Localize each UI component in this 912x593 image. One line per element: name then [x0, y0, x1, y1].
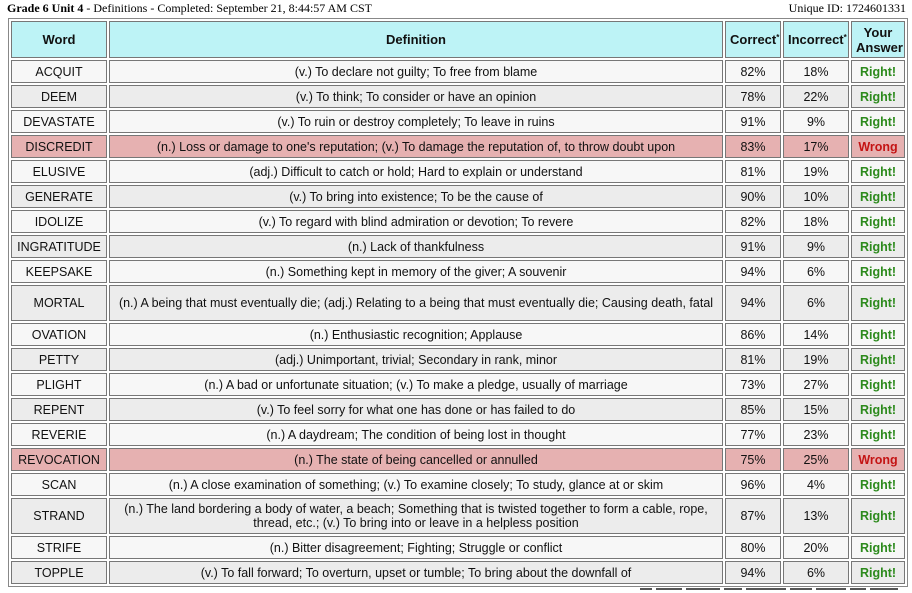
word-cell: IDOLIZE — [11, 210, 107, 233]
definition-cell: (v.) To fall forward; To overturn, upset or tumble; To bring about the downfall of — [109, 561, 723, 584]
word-cell: SCAN — [11, 473, 107, 496]
col-header-answer-line1: Your — [863, 24, 893, 40]
definition-cell: (v.) To ruin or destroy completely; To leave in ruins — [109, 110, 723, 133]
definition-cell: (n.) A daydream; The condition of being lost in thought — [109, 423, 723, 446]
answer-result-cell: Right! — [851, 210, 905, 233]
answer-result-cell: Right! — [851, 85, 905, 108]
incorrect-percent-cell: 6% — [783, 561, 849, 584]
results-table — [8, 18, 908, 587]
incorrect-percent-cell: 23% — [783, 423, 849, 446]
table-row — [11, 448, 905, 471]
word-cell: OVATION — [11, 323, 107, 346]
word-cell: PETTY — [11, 348, 107, 371]
word-cell: MORTAL — [11, 285, 107, 321]
definition-cell: (n.) The land bordering a body of water, a beach; Something that is twisted together to form a cable, rope, thread, etc.; (v.) To bring into or leave in a helpless position — [109, 498, 723, 534]
incorrect-percent-cell: 18% — [783, 60, 849, 83]
answer-result-cell: Right! — [851, 260, 905, 283]
correct-percent-cell: 96% — [725, 473, 781, 496]
answer-result-cell: Right! — [851, 348, 905, 371]
table-row — [11, 423, 905, 446]
table-row — [11, 561, 905, 584]
table-row — [11, 348, 905, 371]
definition-cell: (v.) To regard with blind admiration or devotion; To revere — [109, 210, 723, 233]
table-row — [11, 235, 905, 258]
answer-result-cell: Right! — [851, 536, 905, 559]
definition-cell: (v.) To feel sorry for what one has done or has failed to do — [109, 398, 723, 421]
definition-cell: (n.) The state of being cancelled or annulled — [109, 448, 723, 471]
incorrect-percent-cell: 10% — [783, 185, 849, 208]
col-header-incorrect-label: Incorrect — [788, 32, 844, 47]
table-row — [11, 185, 905, 208]
unique-id: Unique ID: 1724601331 — [788, 1, 906, 15]
incorrect-percent-cell: 17% — [783, 135, 849, 158]
word-cell: STRIFE — [11, 536, 107, 559]
col-header-definition: Definition — [109, 21, 723, 58]
answer-result-cell: Right! — [851, 561, 905, 584]
table-row — [11, 323, 905, 346]
definition-cell: (adj.) Unimportant, trivial; Secondary in rank, minor — [109, 348, 723, 371]
answer-result-cell: Right! — [851, 473, 905, 496]
definition-cell: (n.) A close examination of something; (v.) To examine closely; To study, glance at or skim — [109, 473, 723, 496]
word-cell: PLIGHT — [11, 373, 107, 396]
header-row — [11, 21, 905, 58]
definition-cell: (n.) Bitter disagreement; Fighting; Struggle or conflict — [109, 536, 723, 559]
correct-percent-cell: 83% — [725, 135, 781, 158]
correct-percent-cell: 73% — [725, 373, 781, 396]
correct-percent-cell: 82% — [725, 210, 781, 233]
incorrect-percent-cell: 20% — [783, 536, 849, 559]
correct-percent-cell: 80% — [725, 536, 781, 559]
report-title — [7, 1, 372, 16]
answer-result-cell: Wrong — [851, 135, 905, 158]
definition-cell: (n.) A being that must eventually die; (adj.) Relating to a being that must eventually die; Causing death, fatal — [109, 285, 723, 321]
answer-result-cell: Right! — [851, 373, 905, 396]
table-row — [11, 85, 905, 108]
table-row — [11, 373, 905, 396]
incorrect-percent-cell: 25% — [783, 448, 849, 471]
correct-percent-cell: 94% — [725, 561, 781, 584]
col-header-your-answer — [851, 21, 905, 58]
definition-cell: (n.) Lack of thankfulness — [109, 235, 723, 258]
answer-result-cell: Right! — [851, 160, 905, 183]
word-cell: STRAND — [11, 498, 107, 534]
definition-cell: (v.) To declare not guilty; To free from blame — [109, 60, 723, 83]
table-row — [11, 210, 905, 233]
incorrect-percent-cell: 19% — [783, 160, 849, 183]
table-row — [11, 285, 905, 321]
correct-percent-cell: 87% — [725, 498, 781, 534]
footnote-mark: * — [843, 33, 847, 42]
answer-result-cell: Right! — [851, 498, 905, 534]
definition-cell: (v.) To think; To consider or have an opinion — [109, 85, 723, 108]
word-cell: DISCREDIT — [11, 135, 107, 158]
incorrect-percent-cell: 9% — [783, 110, 849, 133]
correct-percent-cell: 86% — [725, 323, 781, 346]
incorrect-percent-cell: 6% — [783, 260, 849, 283]
incorrect-percent-cell: 15% — [783, 398, 849, 421]
correct-percent-cell: 78% — [725, 85, 781, 108]
table-row — [11, 473, 905, 496]
word-cell: TOPPLE — [11, 561, 107, 584]
word-cell: DEVASTATE — [11, 110, 107, 133]
correct-percent-cell: 94% — [725, 285, 781, 321]
incorrect-percent-cell: 19% — [783, 348, 849, 371]
col-header-answer-line2: Answer — [856, 39, 903, 55]
word-cell: GENERATE — [11, 185, 107, 208]
incorrect-percent-cell: 22% — [783, 85, 849, 108]
word-cell: REPENT — [11, 398, 107, 421]
definition-cell: (n.) Something kept in memory of the giver; A souvenir — [109, 260, 723, 283]
incorrect-percent-cell: 6% — [783, 285, 849, 321]
col-header-correct — [725, 21, 781, 58]
definition-cell: (n.) Enthusiastic recognition; Applause — [109, 323, 723, 346]
table-row — [11, 498, 905, 534]
table-row — [11, 536, 905, 559]
col-header-incorrect — [783, 21, 849, 58]
definition-cell: (n.) A bad or unfortunate situation; (v.) To make a pledge, usually of marriage — [109, 373, 723, 396]
correct-percent-cell: 77% — [725, 423, 781, 446]
incorrect-percent-cell: 9% — [783, 235, 849, 258]
table-row — [11, 110, 905, 133]
word-cell: REVERIE — [11, 423, 107, 446]
table-row — [11, 160, 905, 183]
correct-percent-cell: 91% — [725, 110, 781, 133]
table-row — [11, 398, 905, 421]
answer-result-cell: Right! — [851, 423, 905, 446]
answer-result-cell: Wrong — [851, 448, 905, 471]
correct-percent-cell: 91% — [725, 235, 781, 258]
word-cell: INGRATITUDE — [11, 235, 107, 258]
correct-percent-cell: 81% — [725, 348, 781, 371]
table-row — [11, 260, 905, 283]
correct-percent-cell: 90% — [725, 185, 781, 208]
answer-result-cell: Right! — [851, 110, 905, 133]
answer-result-cell: Right! — [851, 60, 905, 83]
incorrect-percent-cell: 14% — [783, 323, 849, 346]
definition-cell: (adj.) Difficult to catch or hold; Hard to explain or understand — [109, 160, 723, 183]
col-header-word: Word — [11, 21, 107, 58]
answer-result-cell: Right! — [851, 323, 905, 346]
answer-result-cell: Right! — [851, 185, 905, 208]
correct-percent-cell: 94% — [725, 260, 781, 283]
answer-result-cell: Right! — [851, 285, 905, 321]
correct-percent-cell: 85% — [725, 398, 781, 421]
incorrect-percent-cell: 18% — [783, 210, 849, 233]
answer-result-cell: Right! — [851, 398, 905, 421]
incorrect-percent-cell: 27% — [783, 373, 849, 396]
unit-name: Grade 6 Unit 4 — [7, 1, 84, 15]
definition-cell: (v.) To bring into existence; To be the cause of — [109, 185, 723, 208]
correct-percent-cell: 82% — [725, 60, 781, 83]
table-row — [11, 60, 905, 83]
word-cell: ACQUIT — [11, 60, 107, 83]
table-row — [11, 135, 905, 158]
word-cell: KEEPSAKE — [11, 260, 107, 283]
footnote-mark: * — [776, 33, 780, 42]
completion-info: - Definitions - Completed: September 21, 8:44:57 AM CST — [83, 1, 372, 15]
incorrect-percent-cell: 13% — [783, 498, 849, 534]
correct-percent-cell: 81% — [725, 160, 781, 183]
word-cell: ELUSIVE — [11, 160, 107, 183]
definition-cell: (n.) Loss or damage to one's reputation; (v.) To damage the reputation of, to throw doubt upon — [109, 135, 723, 158]
incorrect-percent-cell: 4% — [783, 473, 849, 496]
truncated-footnote — [640, 588, 910, 593]
answer-result-cell: Right! — [851, 235, 905, 258]
word-cell: REVOCATION — [11, 448, 107, 471]
word-cell: DEEM — [11, 85, 107, 108]
correct-percent-cell: 75% — [725, 448, 781, 471]
report-header — [0, 0, 912, 17]
col-header-correct-label: Correct — [730, 32, 777, 47]
